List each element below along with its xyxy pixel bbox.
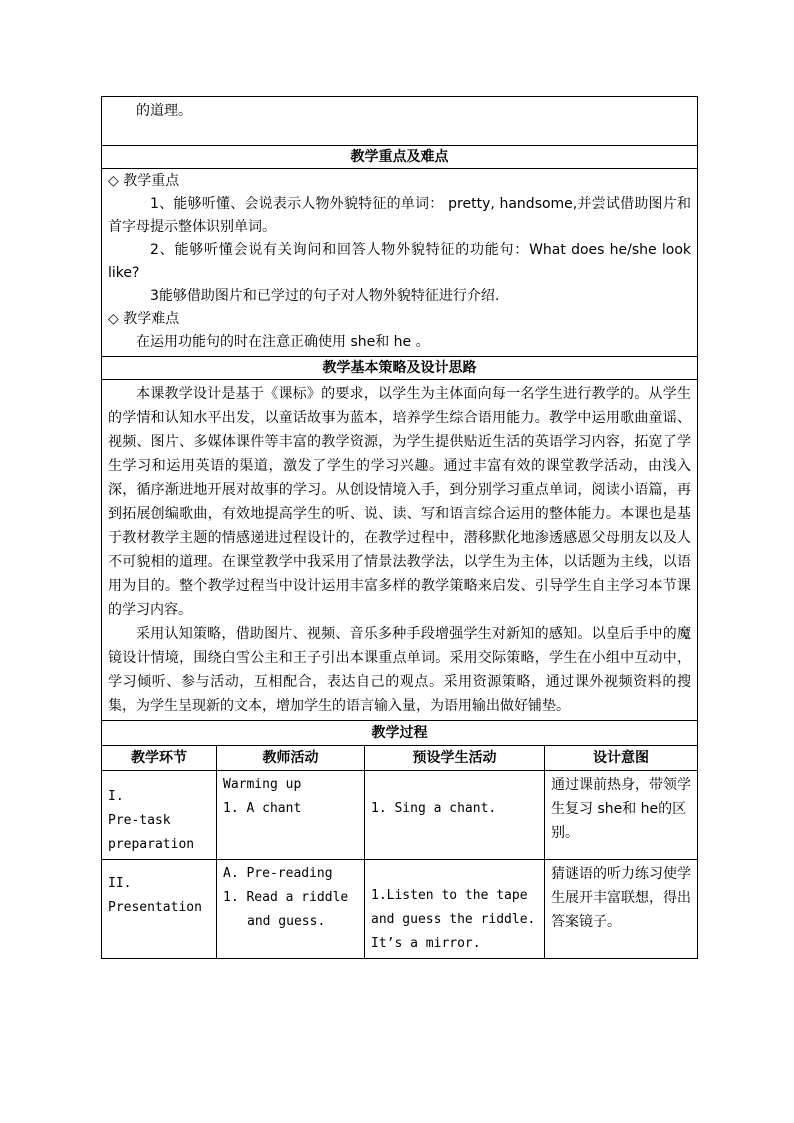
strategy-paragraph-2: 采用认知策略，借助图片、视频、音乐多种手段增强学生对新知的感知。以皇后手中的魔镜设计情境，围绕白雪公主和王子引出本课重点单词。采用交际策略，学生在小组中互动中，学习倾听、参与活动，互相配合，表达自己的观点。采用资源策略，通过课外视频资料的搜集，为学生呈现新的文本，增加学生的语言输入量，为语用输出做好铺垫。 <box>108 626 691 714</box>
intent-text: 通过课前热身，带领学生复习 she和 he的区别。 <box>551 777 691 841</box>
teacher-line: 1. A chant <box>223 801 302 816</box>
strategy-paragraph-1: 本课教学设计是基于《课标》的要求，以学生为主体面向每一名学生进行教学的。从学生的学情和认知水平出发，以童话故事为蓝本，培养学生综合语用能力。教学中运用歌曲童谣、视频、图片、多媒体课件等丰富的教学资源，为学生提供贴近生活的英语学习内容，拓宽了学生学习和运用英语的渠道，激发了学生的学习兴趣。通过丰富有效的课堂教学活动，由浅入深，循序渐进地开展对故事的学习。从创设情境入手，到分别学习重点单词，阅读小语篇，再到拓展创编歌曲，有效地提高学生的听、说、读、写和语言综合运用的整体能力。本课也是基于教材教学主题的情感递进过程设计的，在教学过程中，潜移默化地渗透感恩父母朋友以及人不可貌相的道理。在课堂教学中我采用了情景法教学法，以学生为主体，以话题为主线，以语用为目的。整个教学过程当中设计运用丰富多样的教学策略来启发、引导学生自主学习本节课的学习内容。 <box>108 386 691 618</box>
intent-text: 猜谜语的听力练习使学生展开丰富联想，得出答案镜子。 <box>551 866 691 930</box>
process-header-row <box>102 721 698 746</box>
col-intent: 设计意图 <box>545 746 698 771</box>
continuation-text: 的道理。 <box>136 103 192 119</box>
process-header: 教学过程 <box>102 721 698 746</box>
teacher-line: Warming up <box>223 777 302 792</box>
focus-item-1: 1、能够听懂、会说表示人物外貌特征的单词： pretty, handsome,并尝试借助图片和首字母提示整体识别单词。 <box>108 196 691 235</box>
teacher-line: and guess. <box>247 914 326 929</box>
lesson-plan-table <box>101 96 698 959</box>
key-points-header-row <box>102 146 698 169</box>
difficulty-title: ◇ 教学难点 <box>108 311 180 327</box>
key-points-header: 教学重点及难点 <box>102 146 698 169</box>
strategy-header-row <box>102 357 698 380</box>
stage-line: I. <box>108 789 124 804</box>
focus-title: ◇ 教学重点 <box>108 173 180 189</box>
focus-item-3: 3能够借助图片和已学过的句子对人物外貌特征进行介绍. <box>150 288 500 304</box>
stage-line: II. <box>108 876 132 891</box>
stage-line: Presentation <box>108 900 202 915</box>
student-line: and guess the riddle. <box>371 912 536 927</box>
focus-item-2: 2、能够听懂会说有关询问和回答人物外貌特征的功能句：What does he/she look like? <box>108 242 691 281</box>
key-points-row <box>102 169 698 357</box>
teacher-line: A. Pre-reading <box>223 866 333 881</box>
col-stage: 教学环节 <box>102 746 217 771</box>
student-line: 1. Sing a chant. <box>371 801 497 816</box>
process-row-1 <box>102 771 698 860</box>
col-teacher: 教师活动 <box>217 746 365 771</box>
continuation-row <box>102 97 698 146</box>
process-columns-row <box>102 746 698 771</box>
stage-line: preparation <box>108 837 195 852</box>
strategy-header: 教学基本策略及设计思路 <box>102 357 698 380</box>
document-page <box>101 96 697 959</box>
strategy-row <box>102 380 698 721</box>
student-line: 1.Listen to the tape <box>371 888 528 903</box>
col-student: 预设学生活动 <box>365 746 545 771</box>
stage-line: Pre-task <box>108 813 171 828</box>
difficulty-text: 在运用功能句的时在注意正确使用 she和 he 。 <box>136 334 430 350</box>
process-row-2 <box>102 860 698 959</box>
teacher-line: 1. Read a riddle <box>223 890 349 905</box>
student-line: It’s a mirror. <box>371 936 481 951</box>
